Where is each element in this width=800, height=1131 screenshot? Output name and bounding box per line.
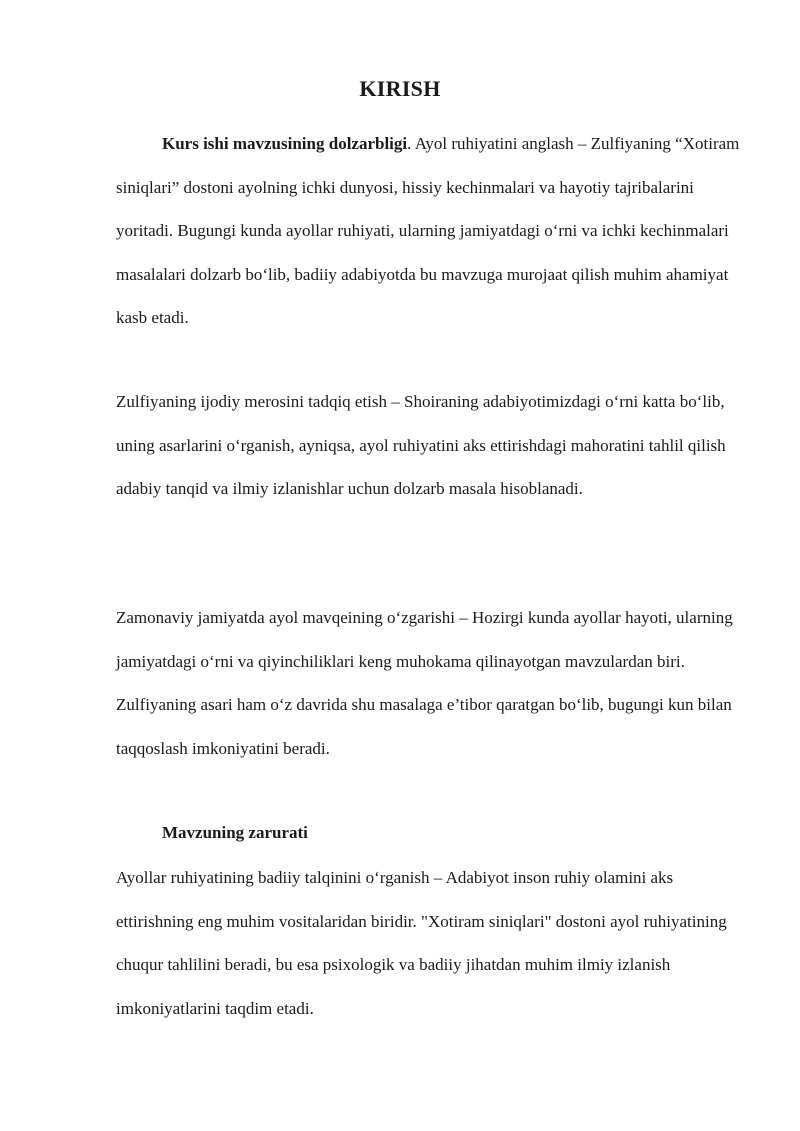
relevance-heading: Kurs ishi mavzusining dolzarbligi	[162, 134, 408, 153]
society-paragraph: Zamonaviy jamiyatda ayol mavqeining o‘zgarishi – Hozirgi kunda ayollar hayoti, ularning jamiyatdagi o‘rni va qiyinchiliklari keng muhokama qilinayotgan mavzulardan biri. Zulfiyaning asari ham o‘z davrida shu masalaga e’tibor qaratgan bo‘lib, bugungi kun bilan taqqoslash imkoniyatini beradi.	[116, 608, 733, 758]
relevance-paragraph	[116, 122, 742, 340]
heritage-paragraph: Zulfiyaning ijodiy merosini tadqiq etish – Shoiraning adabiyotimizdagi o‘rni katta bo‘lib, uning asarlarini o‘rganish, ayniqsa, ayol ruhiyatini aks ettirishdagi mahoratini tahlil qilish adabiy tanqid va ilmiy izlanishlar uchun dolzarb masala hisoblanadi.	[116, 392, 726, 498]
page-title: KIRISH	[359, 76, 441, 101]
necessity-heading: Mavzuning zarurati	[162, 823, 308, 842]
relevance-intro-text: . Ayol ruhiyatini anglash – Zulfiyaning “Xotiram siniqlari” dostoni ayolning ichki dunyosi, hissiy kechinmalari va hayotiy tajribalarini yoritadi. Bugungi kunda ayollar ruhiyati, ularning jamiyatdagi o‘rni va ichki kechinmalari masalalari dolzarb bo‘lib, badiiy adabiyotda bu mavzuga murojaat qilish muhim ahamiyat kasb etadi.	[116, 134, 740, 327]
necessity-paragraph: Ayollar ruhiyatining badiiy talqinini o‘rganish – Adabiyot inson ruhiy olamini aks ettirishning eng muhim vositalaridan biridir. "Xotiram siniqlari" dostoni ayol ruhiyatining chuqur tahlilini beradi, bu esa psixologik va badiiy jihatdan muhim ilmiy izlanish imkoniyatlarini taqdim etadi.	[116, 868, 727, 1018]
